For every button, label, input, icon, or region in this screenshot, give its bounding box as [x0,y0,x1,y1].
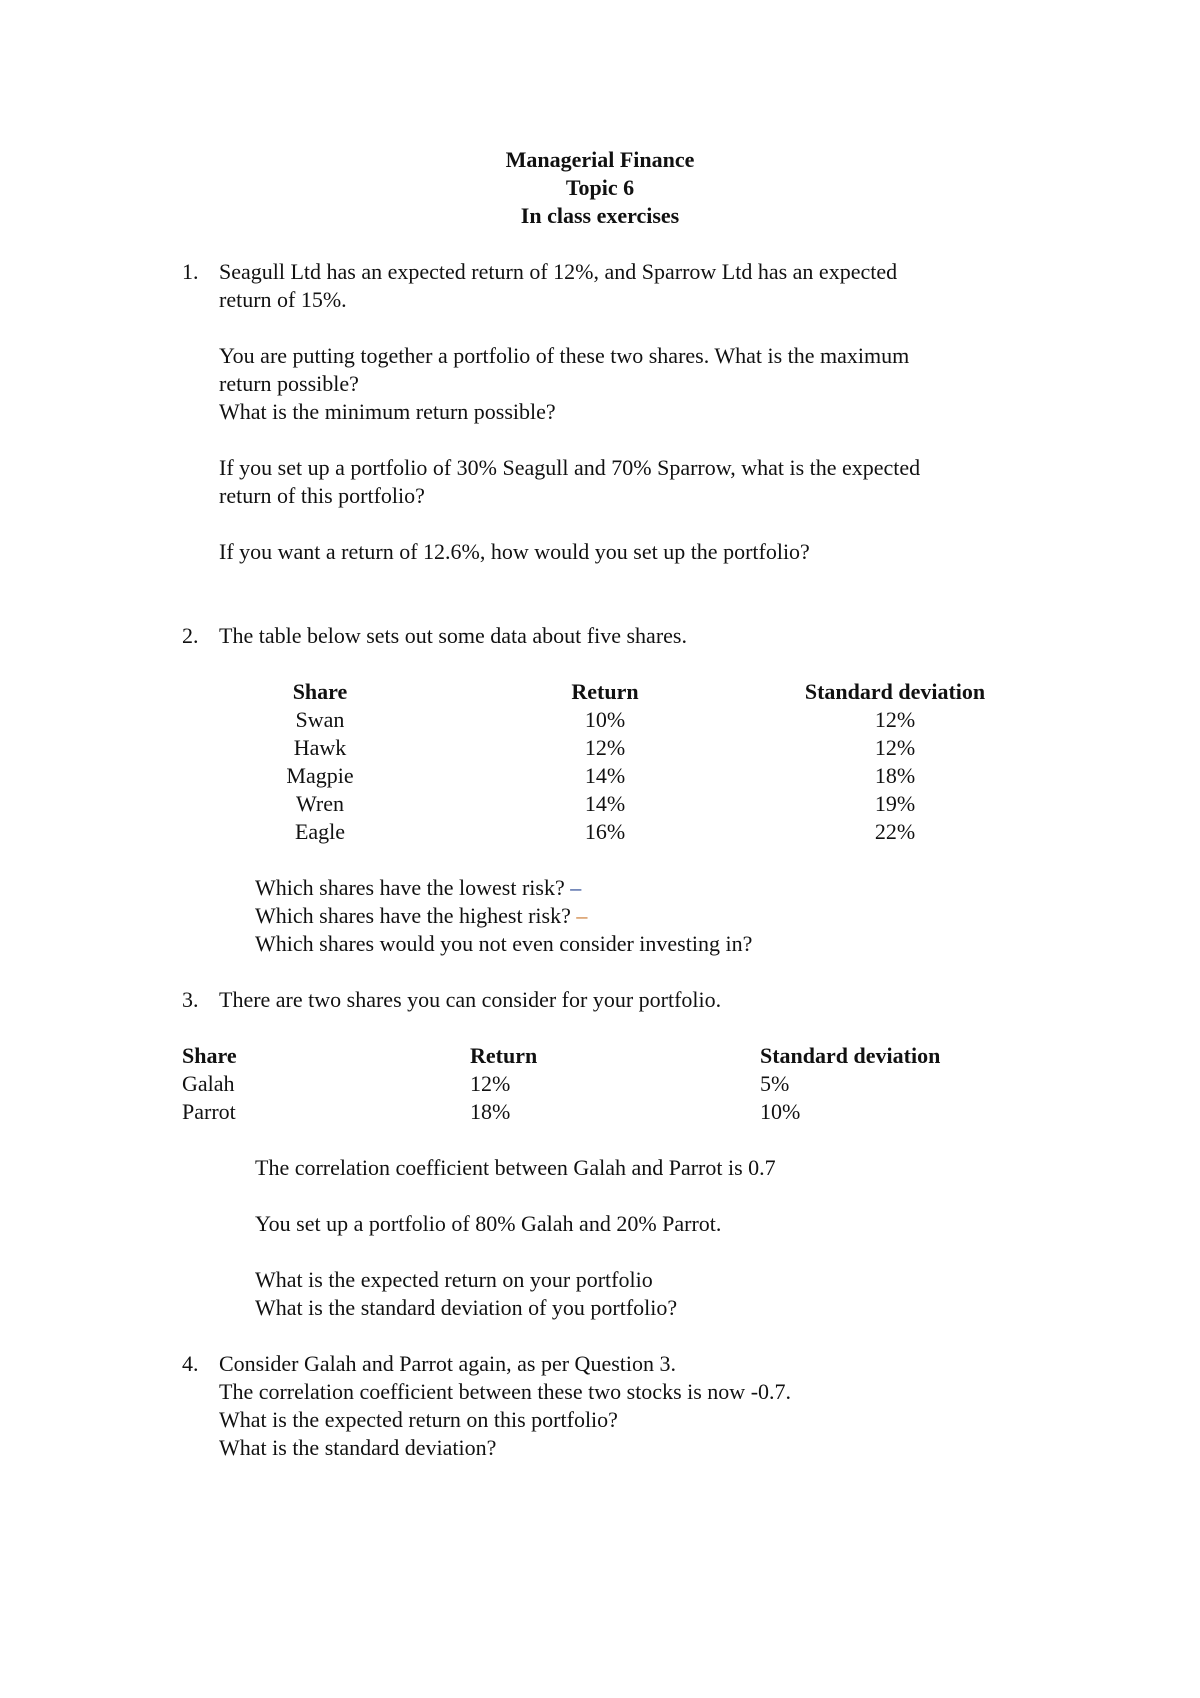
q2-cell-share: Wren [296,791,344,816]
page-subtitle: In class exercises [520,203,680,228]
q4-line1: Consider Galah and Parrot again, as per Question 3. [219,1351,676,1376]
course-title: Managerial Finance [505,147,695,172]
q3-header-return: Return [470,1043,538,1068]
question-number-2: 2. [182,623,199,648]
q2-cell-share: Hawk [293,735,347,760]
q4-line2: The correlation coefficient between these two stocks is now -0.7. [219,1379,792,1404]
q3-expected-return-question: What is the expected return on your portfolio [255,1267,653,1292]
q2-cell-std-dev: 18% [874,763,916,788]
q2-highest-risk-question [255,902,587,930]
q2-cell-share: Swan [295,707,345,732]
question-number-1: 1. [182,259,199,284]
q2-lowest-risk-question [255,874,581,902]
q3-cell-share: Galah [182,1071,235,1096]
q2-avoid-question: Which shares would you not even consider investing in? [255,931,753,956]
q2-cell-return: 16% [584,819,626,844]
q4-line3: What is the expected return on this portfolio? [219,1407,618,1432]
q2-highest-risk-dash: – [576,903,588,928]
q2-cell-std-dev: 12% [874,707,916,732]
q2-header-share: Share [292,679,348,704]
q1-target-return-question: If you want a return of 12.6%, how would you set up the portfolio? [219,539,810,564]
q3-portfolio-setup: You set up a portfolio of 80% Galah and 20% Parrot. [255,1211,722,1236]
topic-title: Topic 6 [565,175,635,200]
q2-lowest-risk-dash: – [570,875,582,900]
q1-max-question-line2: return possible? [219,371,359,396]
q2-cell-std-dev: 19% [874,791,916,816]
q3-cell-return: 18% [470,1099,511,1124]
q2-cell-share: Magpie [286,763,354,788]
question-number-4: 4. [182,1351,199,1376]
q2-cell-return: 12% [584,735,626,760]
q2-cell-return: 14% [584,791,626,816]
q1-portfolio-question-line2: return of this portfolio? [219,483,425,508]
q2-cell-return: 10% [584,707,626,732]
q4-line4: What is the standard deviation? [219,1435,497,1460]
q2-header-return: Return [571,679,639,704]
q1-max-question-line1: You are putting together a portfolio of these two shares. What is the maximum [219,343,910,368]
q3-intro: There are two shares you can consider for your portfolio. [219,987,722,1012]
q1-intro-line1: Seagull Ltd has an expected return of 12%, and Sparrow Ltd has an expected [219,259,898,284]
q3-header-share: Share [182,1043,237,1068]
q2-cell-std-dev: 12% [874,735,916,760]
q3-std-dev-question: What is the standard deviation of you portfolio? [255,1295,678,1320]
q1-min-question: What is the minimum return possible? [219,399,556,424]
q2-intro: The table below sets out some data about five shares. [219,623,687,648]
q2-cell-return: 14% [584,763,626,788]
q1-portfolio-question-line1: If you set up a portfolio of 30% Seagull and 70% Sparrow, what is the expected [219,455,921,480]
q2-cell-share: Eagle [294,819,346,844]
q2-lowest-risk-text: Which shares have the lowest risk? [255,875,565,900]
q2-highest-risk-text: Which shares have the highest risk? [255,903,571,928]
question-number-3: 3. [182,987,199,1012]
q3-header-std-dev: Standard deviation [760,1043,941,1068]
q3-cell-return: 12% [470,1071,511,1096]
q2-header-std-dev: Standard deviation [804,679,986,704]
q3-cell-share: Parrot [182,1099,236,1124]
q3-correlation-text: The correlation coefficient between Galah and Parrot is 0.7 [255,1155,776,1180]
q3-cell-std-dev: 10% [760,1099,801,1124]
q1-intro-line2: return of 15%. [219,287,347,312]
q2-cell-std-dev: 22% [874,819,916,844]
q3-cell-std-dev: 5% [760,1071,790,1096]
